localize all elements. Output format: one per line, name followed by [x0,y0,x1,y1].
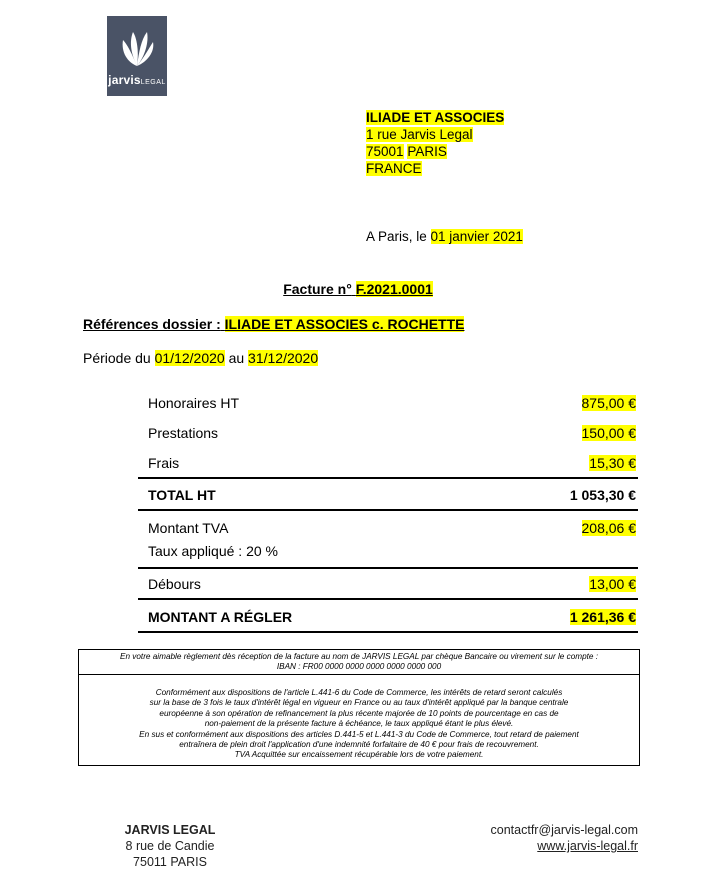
recipient-name: ILIADE ET ASSOCIES [366,110,505,125]
recipient-address [366,109,504,177]
footer-city: 75011 PARIS [133,855,207,869]
divider [138,631,638,633]
recipient-city: PARIS [407,144,447,159]
legal-notice-box [78,649,640,766]
terms-line: européenne à son opération de refinancement la plus récente majorée de 10 points de pourcentage en cas de [159,708,559,718]
dateline-prefix: A Paris, le [366,229,431,244]
terms-line: En sus et conformément aux dispositions des articles D.441-5 et L.441-3 du Code de Commerce, tout retard de paiement [139,729,579,739]
invoice-dateline [366,229,523,244]
line-label: Montant TVA [148,520,229,536]
terms-line: entraînera de plein droit l'application d'une indemnité forfaitaire de 40 € pour frais de recouvrement. [179,740,539,750]
line-tva [148,518,636,540]
line-label: Honoraires HT [148,395,240,411]
divider [138,598,638,600]
terms-line: TVA Acquittée sur encaissement récupérable lors de votre paiement. [234,750,484,760]
line-label: Taux appliqué : 20 % [148,543,278,559]
payment-line: En votre aimable règlement dès réception de la facture au nom de JARVIS LEGAL par chèque Bancaire ou virement sur le compte : [119,652,599,661]
footer-contact [452,822,638,854]
recipient-street: 1 rue Jarvis Legal [366,127,473,142]
divider [79,674,639,675]
invoice-label: Facture n° [283,281,352,297]
logo-wordmark [107,73,167,87]
line-value: 1 261,36 € [569,609,636,625]
recipient-country: FRANCE [366,161,422,176]
billing-period [83,350,318,366]
company-logo [107,16,167,96]
period-label: Période du [83,350,151,366]
period-to: 31/12/2020 [248,350,319,366]
line-total-ht [148,485,636,507]
line-debours [148,574,636,596]
line-label: TOTAL HT [148,487,216,503]
payment-instructions [79,652,639,672]
line-frais [148,453,636,475]
line-honoraires [148,393,636,415]
divider [138,567,638,569]
terms-line: Conformément aux dispositions de l'article L.441-6 du Code de Commerce, les intérêts de retard seront calculés [155,688,563,697]
iban-line: IBAN : FR00 0000 0000 0000 0000 0000 000 [276,662,442,671]
divider [138,477,638,479]
file-references [83,316,464,332]
line-value: 875,00 € [581,395,636,411]
invoice-title [0,281,716,297]
footer-company: JARVIS LEGAL [124,823,216,837]
line-value: 1 053,30 € [569,487,636,503]
footer-address [108,822,232,870]
line-label: Frais [148,455,180,471]
line-label: Débours [148,576,201,592]
line-value: 13,00 € [589,576,636,592]
line-value: 15,30 € [589,455,636,471]
terms-line: sur la base de 3 fois le taux d'intérêt légal en vigueur en France ou au taux d'intérêt appliqué par la banque centrale [149,698,569,708]
line-value: 150,00 € [581,425,636,441]
logo-suffix: LEGAL [140,79,166,86]
line-taux [148,541,636,563]
line-value: 208,06 € [581,520,636,536]
references-label: Références dossier : [83,316,221,332]
shell-logo-icon [117,26,157,70]
line-label: MONTANT A RÉGLER [148,609,293,625]
line-montant-a-regler [148,607,636,629]
terms-line: non-paiement de la présente facture à échéance, le taux appliqué étant le plus élevé. [204,719,514,729]
footer-email[interactable]: contactfr@jarvis-legal.com [490,823,638,837]
period-conj: au [228,350,245,366]
footer-website-link[interactable]: www.jarvis-legal.fr [537,839,638,853]
logo-brand: jarvis [108,73,141,87]
divider [138,509,638,511]
recipient-postcode: 75001 [366,144,404,159]
references-value: ILIADE ET ASSOCIES c. ROCHETTE [224,316,465,332]
invoice-number: F.2021.0001 [355,281,433,297]
line-label: Prestations [148,425,219,441]
invoice-date: 01 janvier 2021 [430,229,523,244]
line-prestations [148,423,636,445]
footer-street: 8 rue de Candie [125,839,215,853]
late-payment-terms [79,688,639,761]
period-from: 01/12/2020 [154,350,225,366]
